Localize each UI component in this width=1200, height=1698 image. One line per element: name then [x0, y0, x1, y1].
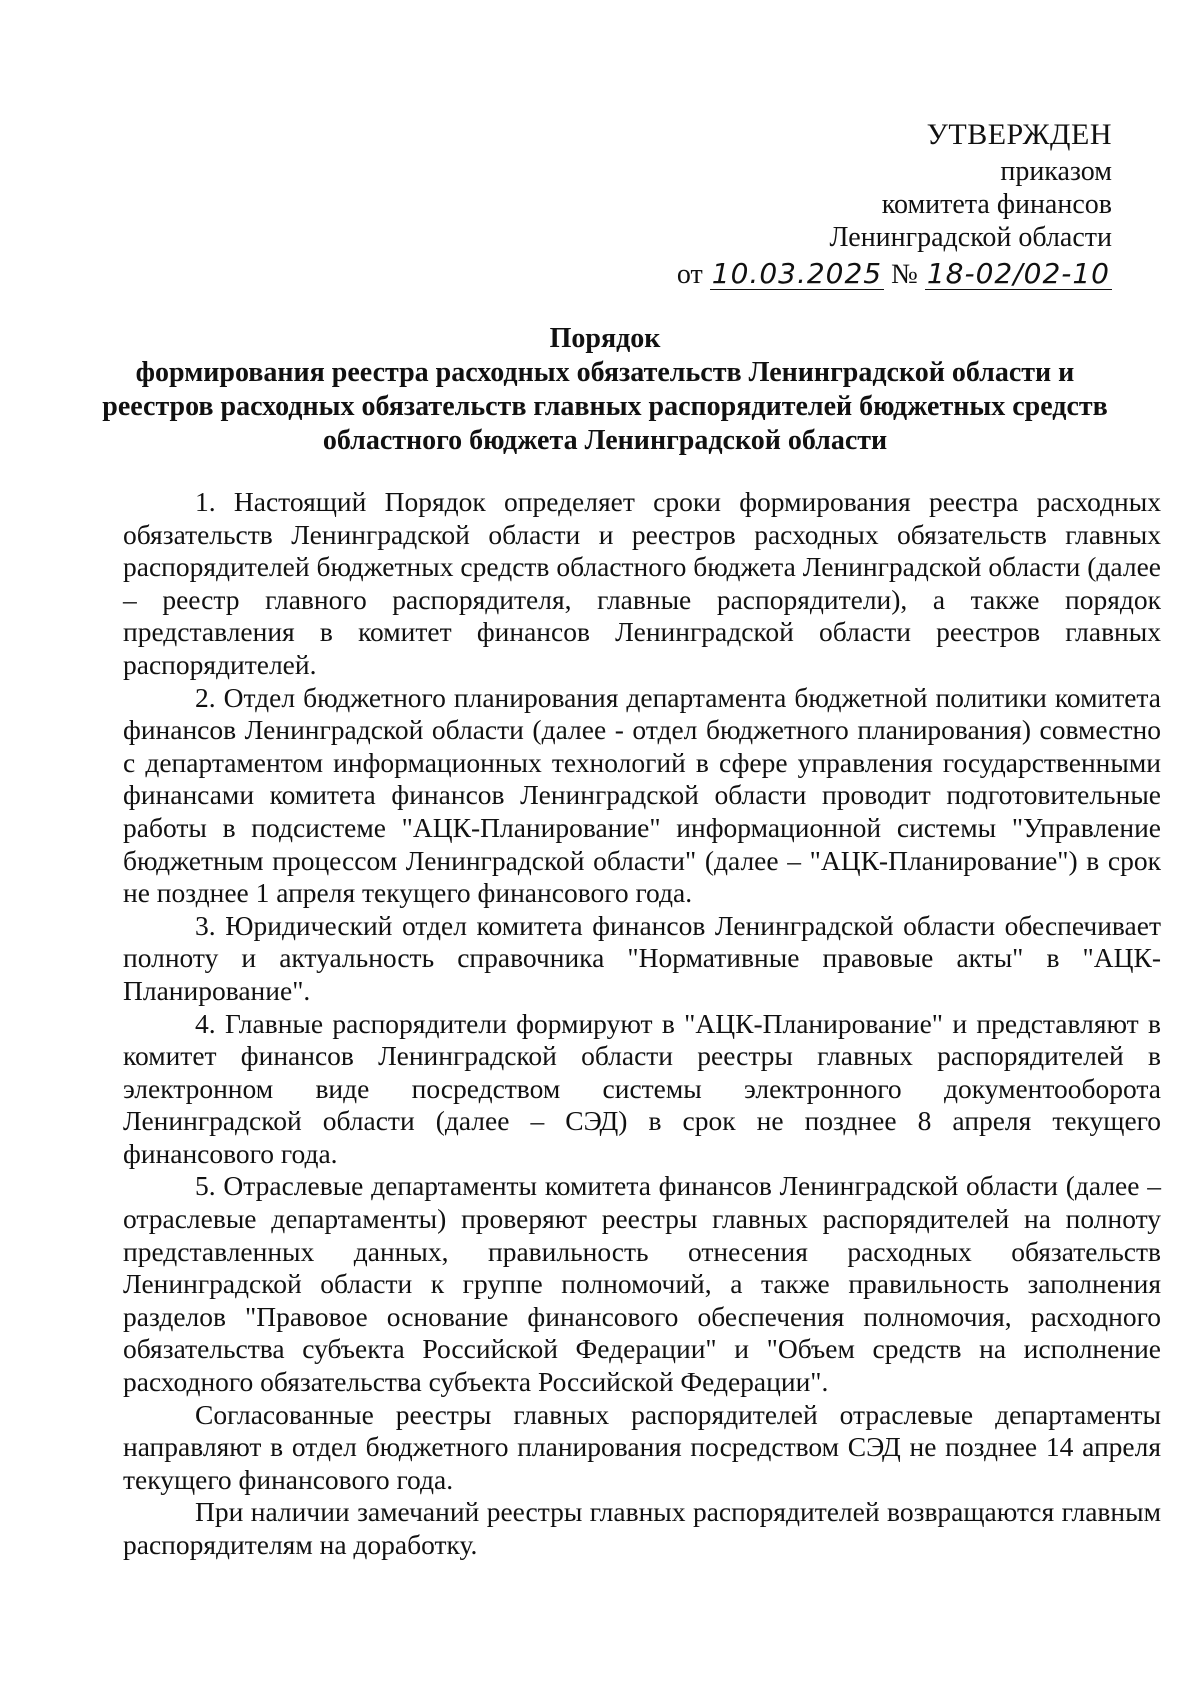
paragraph-1: 1. Настоящий Порядок определяет сроки формирования реестра расходных обязательств Ленинградской области и реестров расходных обязательств главных распорядителей бюджетных средств областного бюджета Ленинградской области (далее – реестр главного распорядителя, главные распорядители), а также порядок представления в комитет финансов Ленинградской области реестров главных распорядителей. — [123, 486, 1161, 680]
document-body — [123, 486, 1161, 1562]
handwritten-date: 10.03.2025 — [711, 257, 883, 290]
approval-date-line — [677, 258, 1112, 291]
number-sign: № — [891, 259, 918, 290]
paragraph-6: Согласованные реестры главных распорядителей отраслевые департаменты направляют в отдел бюджетного планирования посредством СЭД не позднее 14 апреля текущего финансового года. — [123, 1398, 1161, 1495]
paragraph-2: 2. Отдел бюджетного планирования департамента бюджетной политики комитета финансов Ленинградской области (далее - отдел бюджетного планирования) совместно с департаментом информационных технологий в сфере управления государственными финансами комитета финансов Ленинградской области проводит подготовительные работы в подсистеме "АЦК-Планирование" информационной системы "Управление бюджетным процессом Ленинградской области" (далее – "АЦК-Планирование") в срок не позднее 1 апреля текущего финансового года. — [123, 681, 1161, 909]
title-line-2: формирования реестра расходных обязательств Ленинградской области и — [135, 357, 1075, 388]
handwritten-number: 18-02/02-10 — [926, 257, 1110, 290]
approval-block — [677, 118, 1112, 291]
paragraph-5: 5. Отраслевые департаменты комитета финансов Ленинградской области (далее – отраслевые департаменты) проверяют реестры главных распорядителей на полноту представленных данных, правильность отнесения расходных обязательств Ленинградской области к группе полномочий, а также правильность заполнения разделов "Правовое основание финансового обеспечения полномочия, расходного обязательства субъекта Российской Федерации" и "Объем средств на исполнение расходного обязательства субъекта Российской Федерации". — [123, 1170, 1161, 1398]
title-line-4: областного бюджета Ленинградской области — [322, 425, 888, 456]
paragraph-3: 3. Юридический отдел комитета финансов Ленинградской области обеспечивает полноту и актуальность справочника "Нормативные правовые акты" в "АЦК-Планирование". — [123, 909, 1161, 1006]
paragraph-7: При наличии замечаний реестры главных распорядителей возвращаются главным распорядителям на доработку. — [123, 1496, 1161, 1560]
approval-line-order: приказом — [1000, 156, 1112, 187]
title-line-3: реестров расходных обязательств главных распорядителей бюджетных средств — [102, 391, 1108, 422]
approval-line-committee: комитета финансов — [881, 189, 1112, 220]
paragraph-4: 4. Главные распорядители формируют в "АЦК-Планирование" и представляют в комитет финансов Ленинградской области реестры главных распорядителей в электронном виде посредством системы электронного документооборота Ленинградской области (далее – СЭД) в срок не позднее 8 апреля текущего финансового года. — [123, 1007, 1161, 1169]
date-prefix: от — [676, 259, 703, 290]
approval-line-region: Ленинградской области — [829, 222, 1112, 253]
title-line-1: Порядок — [549, 323, 661, 354]
document-title — [100, 322, 1110, 458]
approval-title: УТВЕРЖДЕН — [926, 118, 1112, 151]
